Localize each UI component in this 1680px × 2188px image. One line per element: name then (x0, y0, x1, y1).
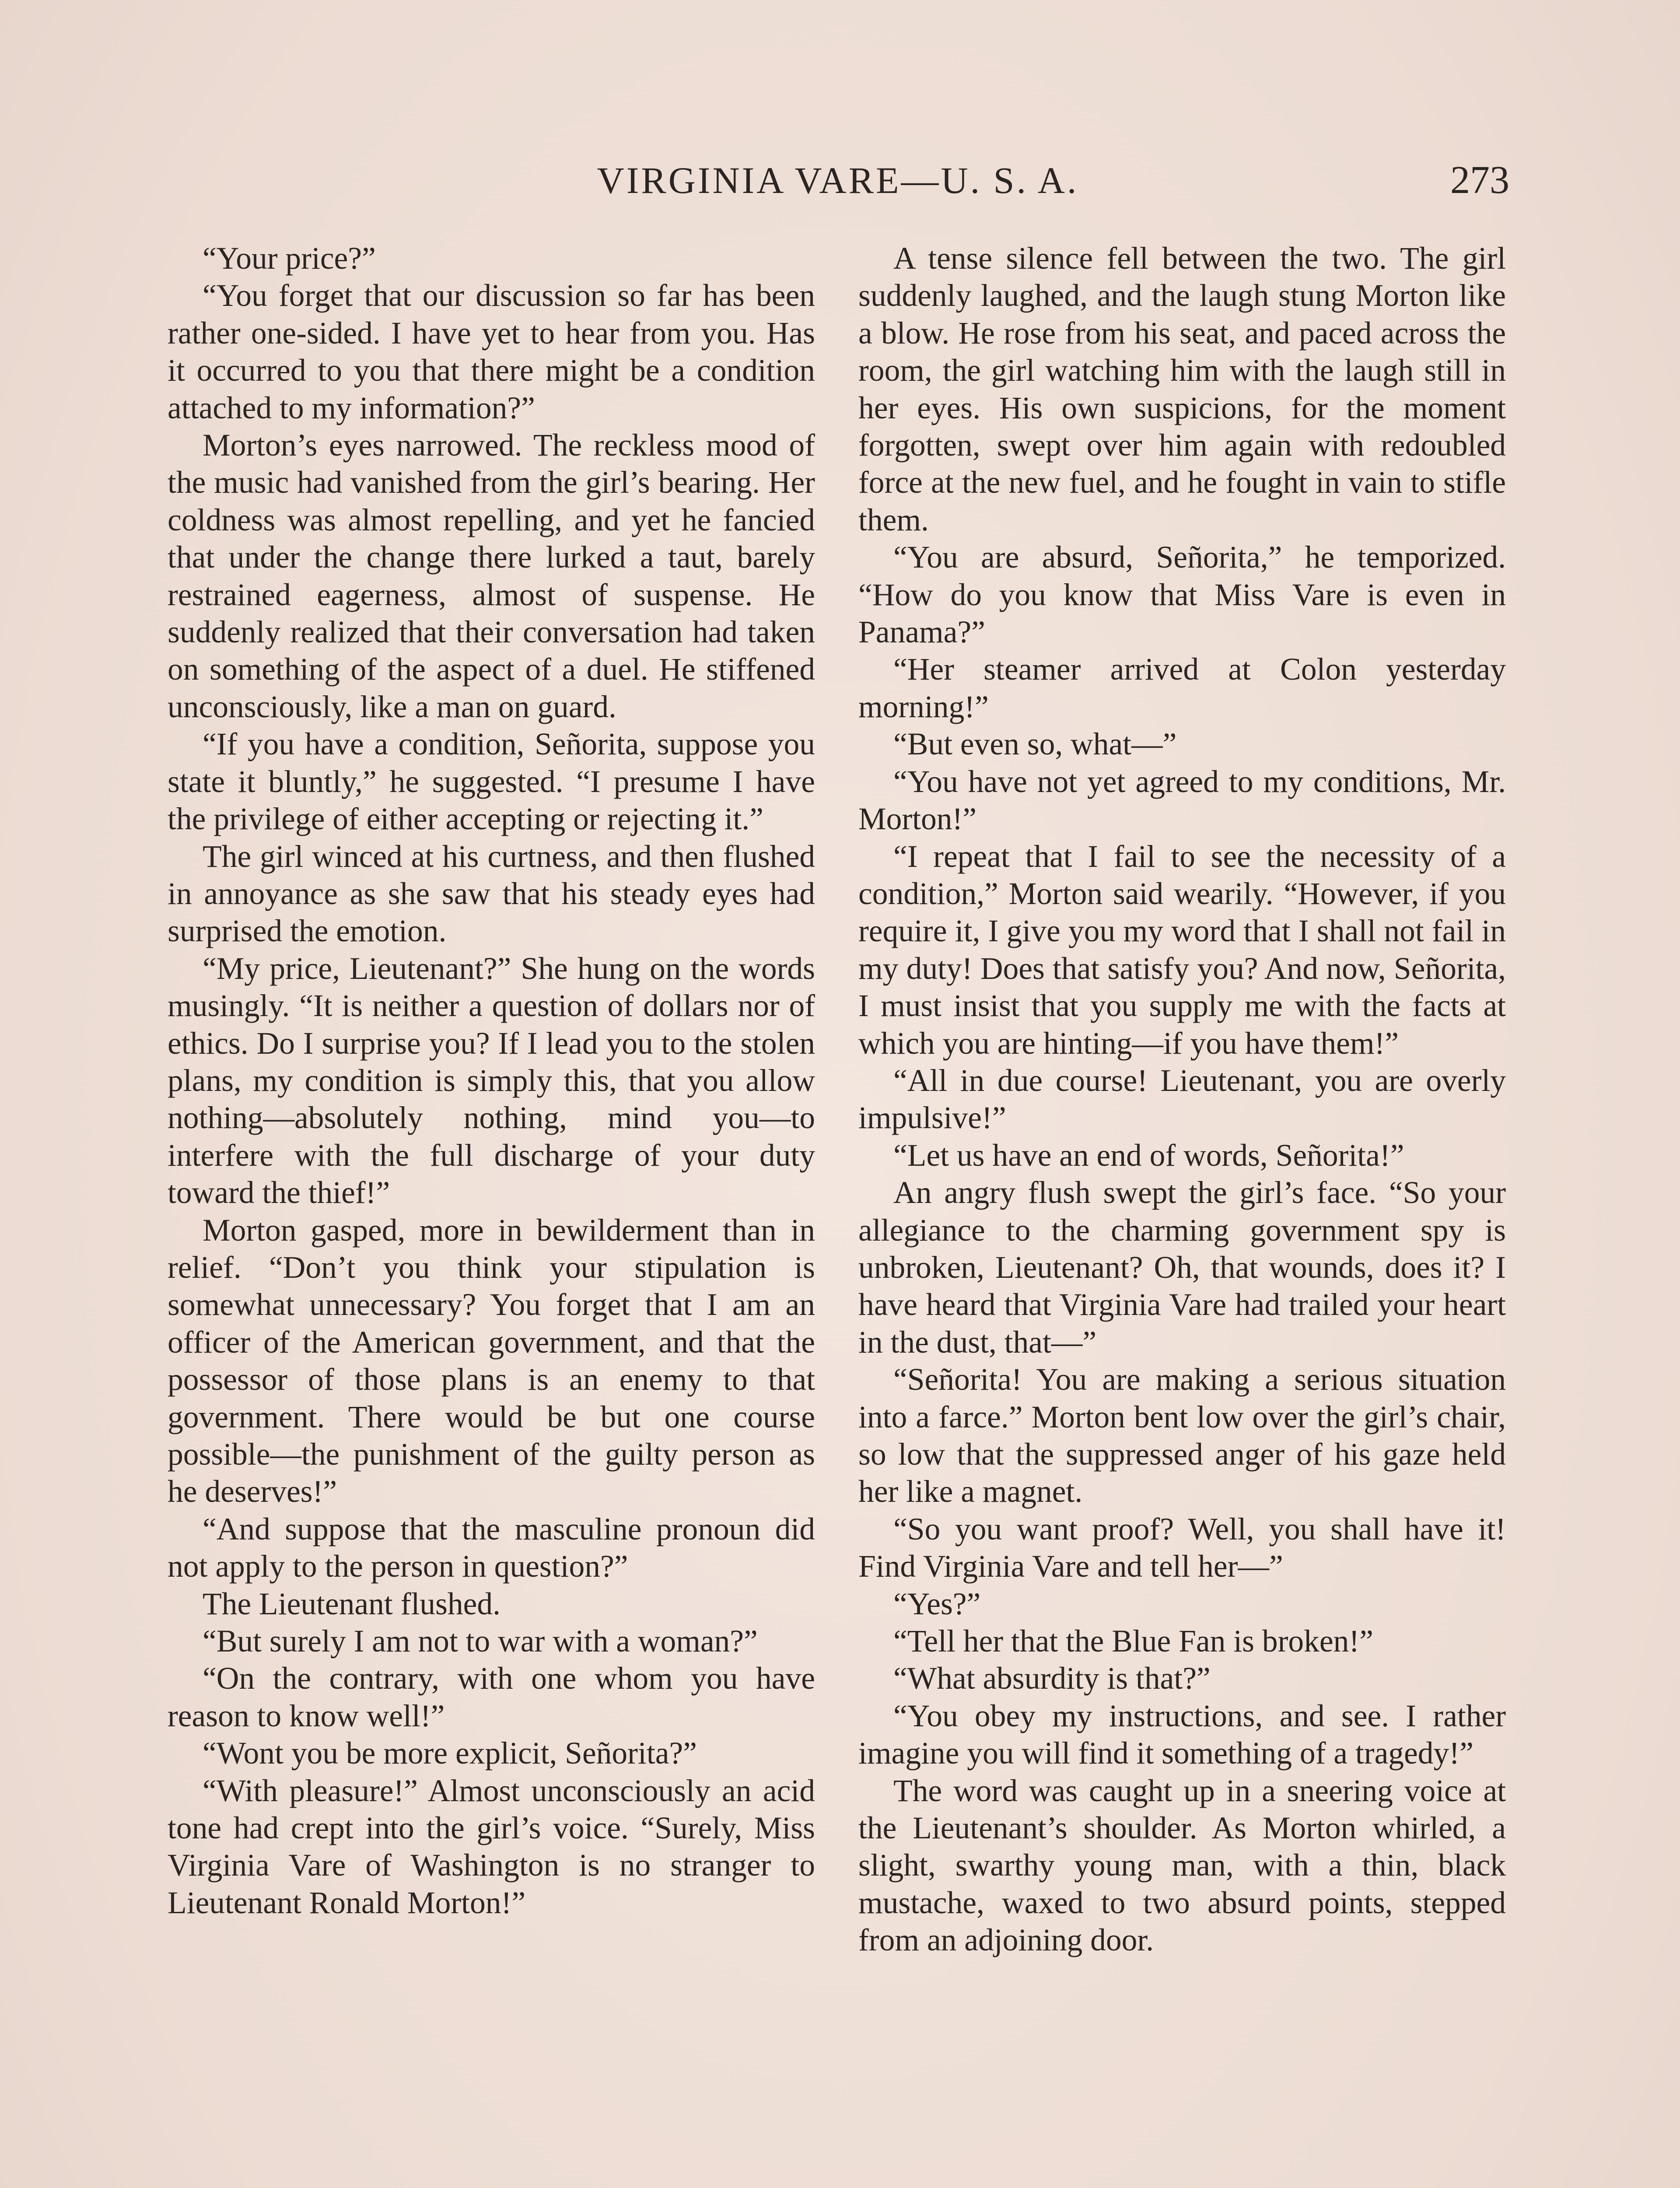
paragraph: “My price, Lieutenant?” She hung on the words musingly. “It is neither a question of dollars nor of ethics. Do I surprise you? If I lead you to the stolen plans, my condition is simply this, that you allow nothing—absolutely nothing, mind you—to interfere with the full discharge of your duty toward the thief!” (168, 951, 815, 1210)
paragraph: “Señorita! You are making a serious situation into a farce.” Morton bent low over the girl’s chair, so low that the suppressed anger of his gaze held her like a magnet. (858, 1362, 1506, 1509)
page-header (166, 154, 1509, 207)
paragraph: “On the contrary, with one whom you have reason to know well!” (168, 1661, 815, 1733)
paragraph: The girl winced at his curtness, and then flushed in annoyance as she saw that his steady eyes had surprised the emotion. (168, 839, 815, 949)
paragraph: A tense silence fell between the two. The girl suddenly laughed, and the laugh stung Morton like a blow. He rose from his seat, and paced across the room, the girl watching him with the laugh still in her eyes. His own suspicions, for the moment forgotten, swept over him again with redoubled force at the new fuel, and he fought in vain to stifle them. (858, 241, 1506, 537)
paragraph: The Lieutenant flushed. (203, 1586, 500, 1621)
paragraph: “I repeat that I fail to see the necessity of a condition,” Morton said wearily. “However, if you require it, I give you my word that I shall not fail in my duty! Does that satisfy you? And now, Señorita, I must insist that you supply me with the facts at which you are hinting—if you have them!” (858, 839, 1506, 1061)
paragraph: “And suppose that the masculine pronoun did not apply to the person in question?” (168, 1511, 815, 1584)
paragraph: “Your price?” (203, 241, 376, 276)
page-number: 273 (1450, 158, 1509, 202)
left-column (168, 240, 815, 1922)
paragraph: “Let us have an end of words, Señorita!” (893, 1138, 1404, 1173)
paragraph: An angry flush swept the girl’s face. “So your allegiance to the charming government spy is unbroken, Lieutenant? Oh, that wounds, does it? I have heard that Virginia Vare had trailed your heart in the dust, that—” (858, 1175, 1506, 1360)
running-head: VIRGINIA VARE—U. S. A. (597, 159, 1079, 201)
paragraph: Morton gasped, more in bewilderment than in relief. “Don’t you think your stipulation is somewhat unnecessary? You forget that I am an officer of the American government, and that the possessor of those plans is an enemy to that government. There would be but one course possible—the punishment of the guilty person as he deserves!” (168, 1213, 815, 1509)
paragraph: “With pleasure!” Almost unconsciously an acid tone had crept into the girl’s voice. “Surely, Miss Virginia Vare of Washington is no stranger to Lieutenant Ronald Morton!” (168, 1773, 815, 1920)
paragraph: “What absurdity is that?” (893, 1661, 1211, 1696)
paragraph: “Yes?” (893, 1586, 981, 1621)
paragraph: Morton’s eyes narrowed. The reckless mood of the music had vanished from the girl’s bearing. Her coldness was almost repelling, and yet he fancied that under the change there lurked a taut, barely restrained eagerness, almost of suspense. He suddenly realized that their conversation had taken on something of the aspect of a duel. He stiffened unconsciously, like a man on guard. (168, 428, 815, 724)
paragraph: “If you have a condition, Señorita, suppose you state it bluntly,” he suggested. “I presume I have the privilege of either accepting or rejecting it.” (168, 727, 815, 837)
paragraph: “All in due course! Lieutenant, you are overly impulsive!” (858, 1063, 1506, 1136)
paragraph: “Wont you be more explicit, Señorita?” (203, 1736, 697, 1771)
paragraph: “But even so, what—” (893, 727, 1177, 762)
paragraph: “You forget that our discussion so far has been rather one-sided. I have yet to hear from you. Has it occurred to you that there might be a condition attached to my information?” (168, 278, 815, 425)
right-column (858, 240, 1506, 1959)
paragraph: “You obey my instructions, and see. I rather imagine you will find it something of a tragedy!” (858, 1698, 1506, 1771)
paragraph: “You have not yet agreed to my conditions, Mr. Morton!” (858, 764, 1506, 837)
paragraph: “Tell her that the Blue Fan is broken!” (893, 1624, 1373, 1659)
paragraph: “You are absurd, Señorita,” he temporized. “How do you know that Miss Vare is even in Panama?” (858, 540, 1506, 650)
paragraph: “Her steamer arrived at Colon yesterday morning!” (858, 652, 1506, 724)
paragraph: “So you want proof? Well, you shall have it! Find Virginia Vare and tell her—” (858, 1511, 1506, 1584)
paragraph: The word was caught up in a sneering voice at the Lieutenant’s shoulder. As Morton whirled, a slight, swarthy young man, with a thin, black mustache, waxed to two absurd points, stepped from an adjoining door. (858, 1773, 1506, 1958)
paragraph: “But surely I am not to war with a woman?” (203, 1624, 758, 1659)
